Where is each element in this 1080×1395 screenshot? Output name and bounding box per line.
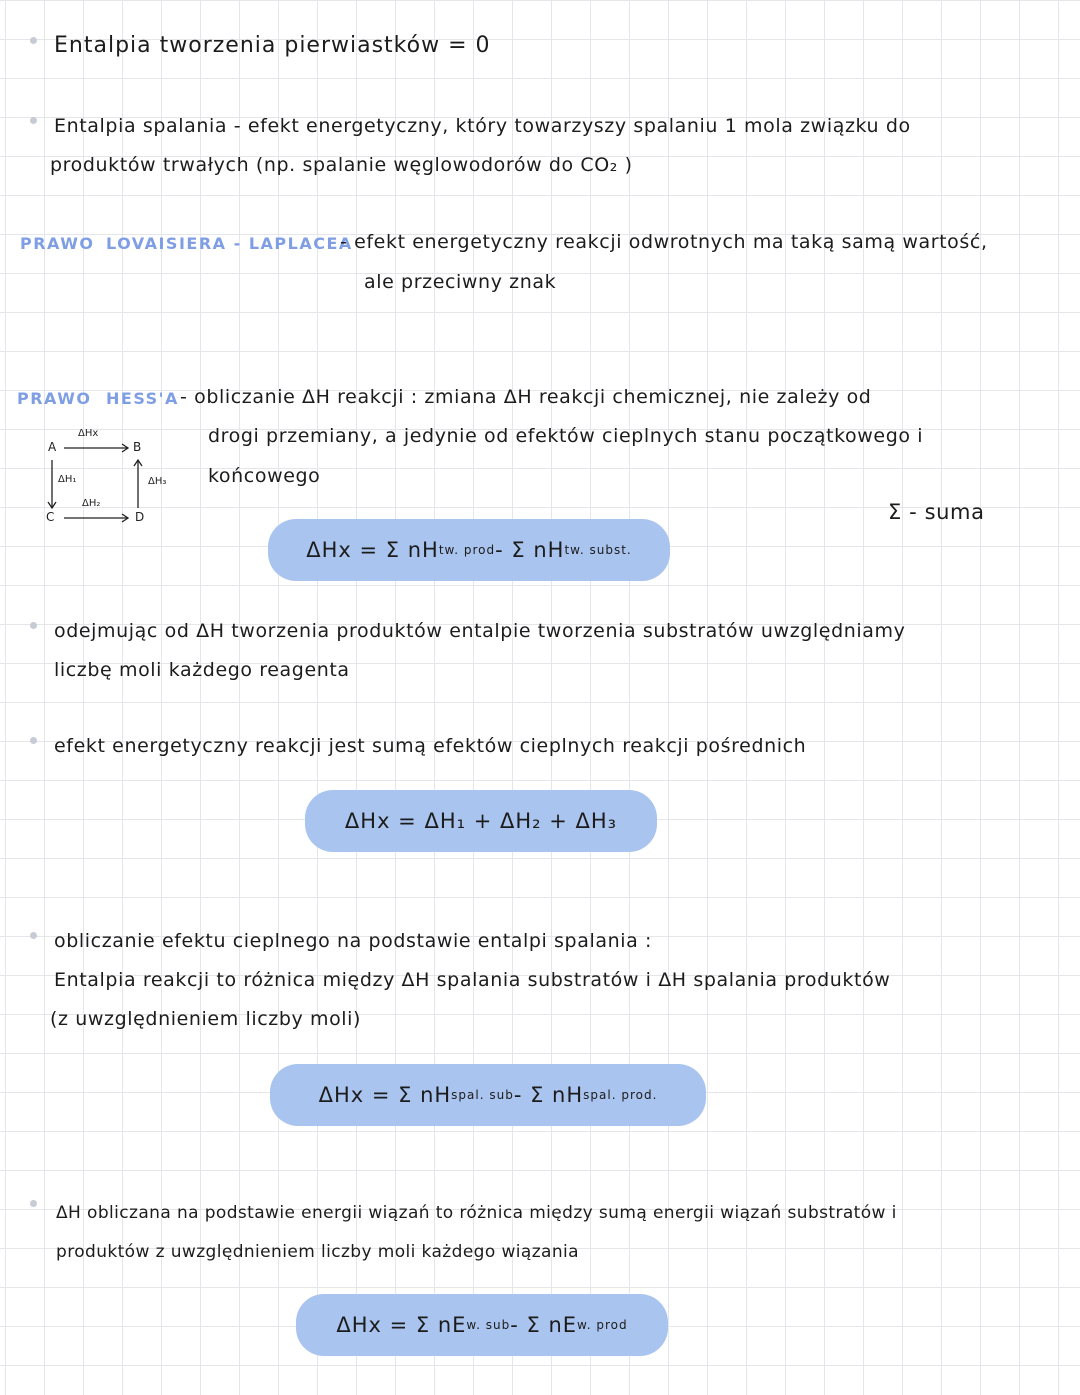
note4-line1: ΔH obliczana na podstawie energii wiązań to różnica między sumą energii wiązań substratów i (56, 1203, 897, 1223)
hess-formula-part1: ΔHx = Σ nH (306, 538, 439, 562)
note3-line3: (z uwzględnieniem liczby moli) (50, 1008, 362, 1030)
note4-line2: produktów z uwzględnieniem liczby moli każdego wiązania (56, 1242, 579, 1262)
node-c: C (46, 510, 55, 524)
combustion-formula-part1: ΔHx = Σ nH (318, 1083, 452, 1107)
bullet-point (30, 737, 37, 744)
hess-line1: - obliczanie ΔH reakcji : zmiana ΔH reakcji chemicznej, nie zależy od (180, 386, 872, 408)
label-dh3: ΔH₃ (148, 476, 167, 487)
note1-line2: liczbę moli każdego reagenta (54, 659, 350, 681)
label-dhx: ΔHx (78, 428, 99, 439)
label-dh2: ΔH₂ (82, 498, 101, 509)
note3-line1: obliczanie efektu cieplnego na podstawie entalpi spalania : (54, 930, 652, 952)
combustion-formula-sub1: spal. sub (451, 1088, 514, 1102)
node-a: A (48, 440, 57, 454)
lavoisier-line1: - efekt energetyczny reakcji odwrotnych ma taką samą wartość, (340, 231, 988, 253)
bullet-point (30, 932, 37, 939)
bond-formula-sub2: w. prod (577, 1318, 628, 1332)
bond-formula-sub1: w. sub (466, 1318, 511, 1332)
combustion-definition-line2: produktów trwałych (np. spalanie węglowodorów do CO₂ ) (50, 154, 633, 176)
hess-formula-sub2: tw. subst. (564, 543, 632, 557)
bullet-point (30, 622, 37, 629)
combustion-definition-line1: Entalpia spalania - efekt energetyczny, który towarzyszy spalaniu 1 mola związku do (54, 115, 911, 137)
hess-formula-part2: - Σ nH (495, 538, 565, 562)
note1-line1: odejmując od ΔH tworzenia produktów entalpie tworzenia substratów uwzględniamy (54, 620, 906, 642)
hess-cycle-diagram (40, 420, 180, 530)
bond-energy-formula-highlight (296, 1294, 668, 1356)
bullet-point (30, 37, 37, 44)
note2-line1: efekt energetyczny reakcji jest sumą efektów cieplnych reakcji pośrednich (54, 735, 807, 757)
hess-line2: drogi przemiany, a jedynie od efektów cieplnych stanu początkowego i (208, 425, 924, 447)
hess-title-prawo: PRAWO (17, 389, 92, 408)
bullet-point (30, 117, 37, 124)
hess-formula-highlight (268, 519, 670, 581)
hess-formula-sub1: tw. prod (438, 543, 496, 557)
combustion-formula-highlight (270, 1064, 706, 1126)
sigma-note: Σ - suma (888, 500, 985, 524)
lavoisier-line2: ale przeciwny znak (364, 271, 557, 293)
enthalpy-elements-text: Entalpia tworzenia pierwiastków = 0 (54, 33, 491, 58)
bond-formula-part2: - Σ nE (510, 1313, 578, 1337)
combustion-formula-sub2: spal. prod. (583, 1088, 658, 1102)
sum-formula: ΔHx = ΔH₁ + ΔH₂ + ΔH₃ (344, 809, 618, 833)
sum-formula-highlight (305, 790, 657, 852)
bullet-point (30, 1200, 37, 1207)
lavoisier-title-prawo: PRAWO (20, 234, 95, 253)
hess-title-name: HESS'A (106, 389, 179, 408)
label-dh1: ΔH₁ (58, 474, 77, 485)
bond-formula-part1: ΔHx = Σ nE (336, 1313, 467, 1337)
note3-line2: Entalpia reakcji to różnica między ΔH spalania substratów i ΔH spalania produktów (54, 969, 891, 991)
lavoisier-title-name: LOVAISIERA - LAPLACEA (106, 234, 353, 253)
hess-line3: końcowego (208, 465, 321, 487)
node-d: D (135, 510, 145, 524)
combustion-formula-part2: - Σ nH (513, 1083, 584, 1107)
node-b: B (133, 440, 142, 454)
